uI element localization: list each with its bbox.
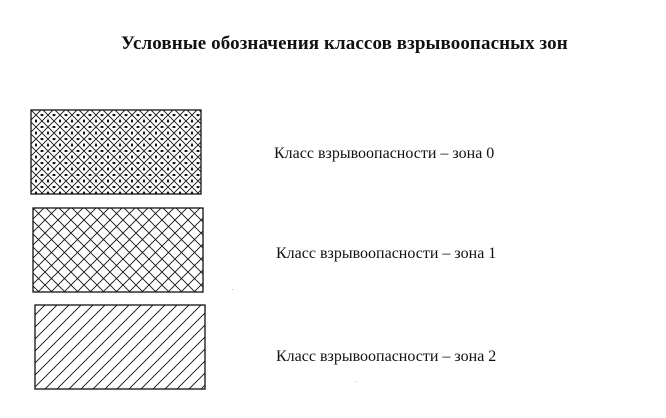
zone-1-label: Класс взрывоопасности – зона 1 — [276, 245, 497, 262]
scan-speck — [355, 381, 356, 382]
zone-0-label: Класс взрывоопасности – зона 0 — [274, 145, 495, 162]
zone-0-swatch — [30, 109, 202, 195]
zone-2-label: Класс взрывоопасности – зона 2 — [276, 348, 497, 365]
scan-speck — [232, 289, 233, 290]
zone-1-swatch — [32, 207, 204, 293]
legend-title: Условные обозначения классов взрывоопасных зон — [121, 33, 568, 54]
zone-2-swatch — [34, 304, 206, 390]
